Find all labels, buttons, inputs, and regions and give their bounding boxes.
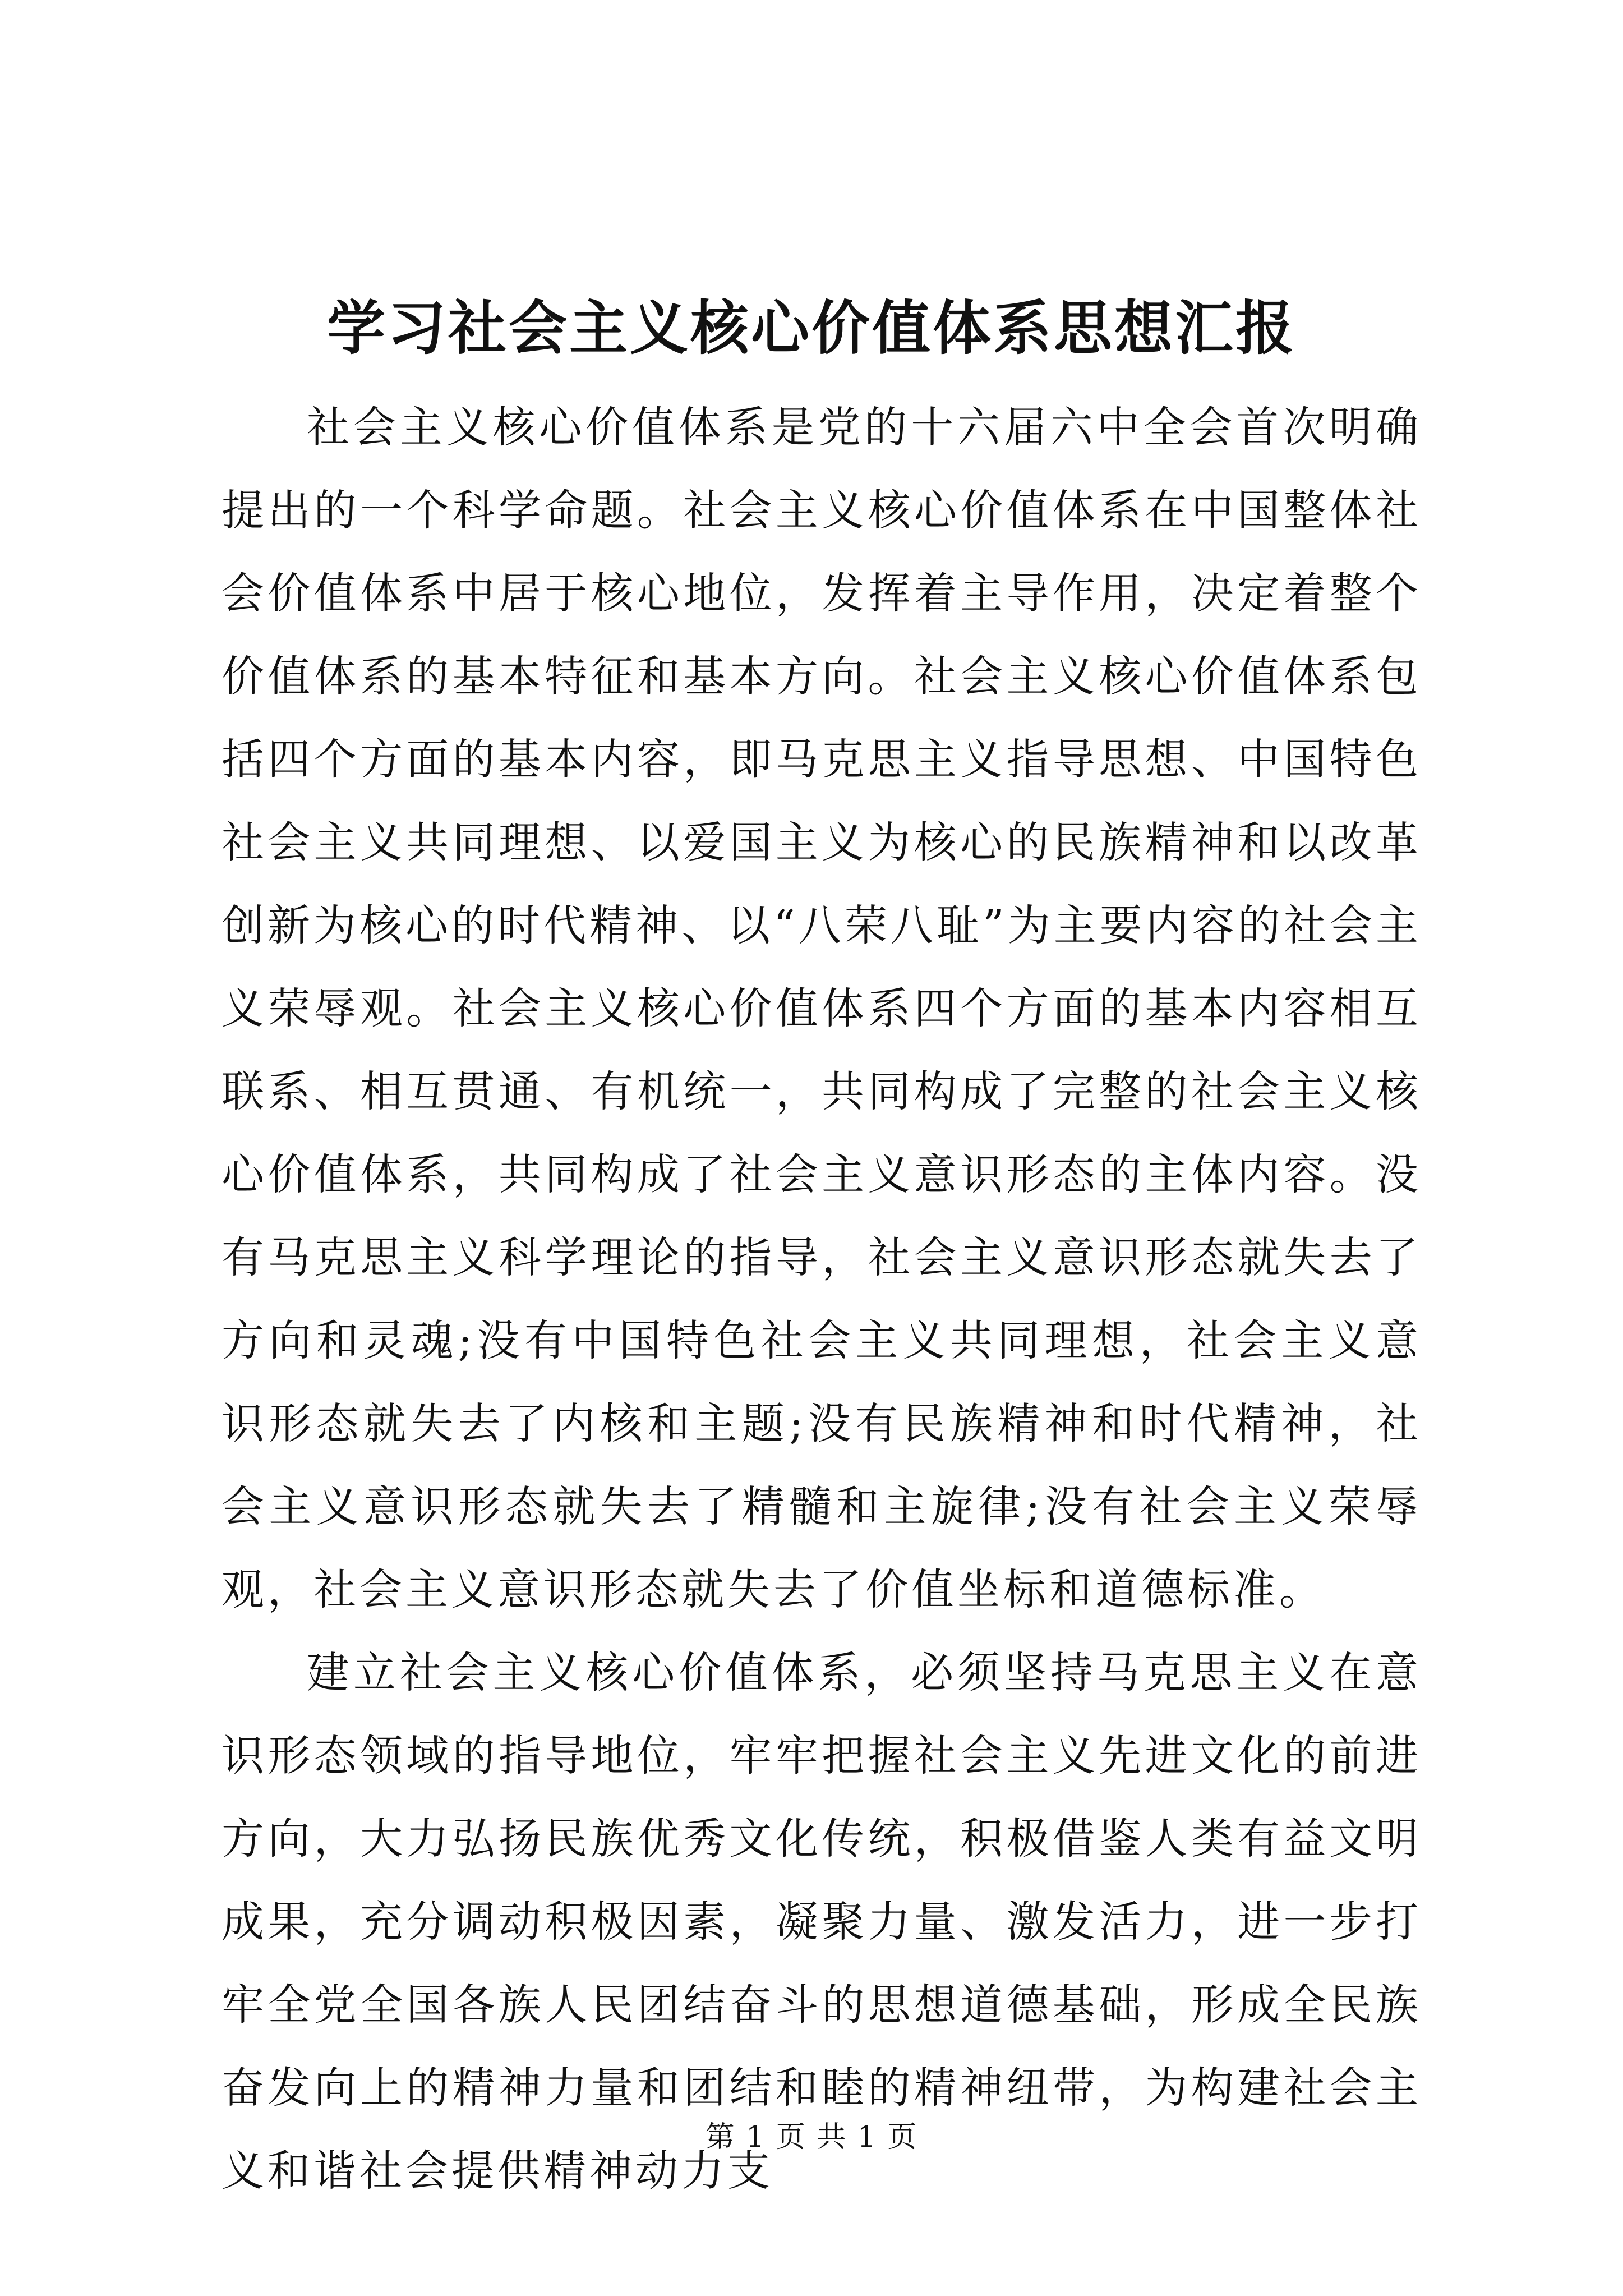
document-body (222, 386, 1422, 2212)
page-number-footer: 第 1 页 共 1 页 (705, 2120, 918, 2154)
paragraph-2: 建立社会主义核心价值体系，必须坚持马克思主义在意识形态领域的指导地位，牢牢把握社会主义先进文化的前进方向，大力弘扬民族优秀文化传统，积极借鉴人类有益文明成果，充分调动积极因素，凝聚力量、激发活力，进一步打牢全党全国各族人民团结奋斗的思想道德基础，形成全民族奋发向上的精神力量和团结和睦的精神纽带，为构建社会主义和谐社会提供精神动力支 (222, 1648, 1422, 2196)
document-title: 学习社会主义核心价值体系思想汇报 (326, 293, 1296, 362)
paragraph-1: 社会主义核心价值体系是党的十六届六中全会首次明确提出的一个科学命题。社会主义核心价值体系在中国整体社会价值体系中居于核心地位，发挥着主导作用，决定着整个价值体系的基本特征和基本方向。社会主义核心价值体系包括四个方面的基本内容，即马克思主义指导思想、中国特色社会主义共同理想、以爱国主义为核心的民族精神和以改革创新为核心的时代精神、以“八荣八耻”为主要内容的社会主义荣辱观。社会主义核心价值体系四个方面的基本内容相互联系、相互贯通、有机统一，共同构成了完整的社会主义核心价值体系，共同构成了社会主义意识形态的主体内容。没有马克思主义科学理论的指导，社会主义意识形态就失去了方向和灵魂;没有中国特色社会主义共同理想，社会主义意识形态就失去了内核和主题;没有民族精神和时代精神，社会主义意识形态就失去了精髓和主旋律;没有社会主义荣辱观，社会主义意识形态就失去了价值坐标和道德标准。 (222, 402, 1422, 1614)
